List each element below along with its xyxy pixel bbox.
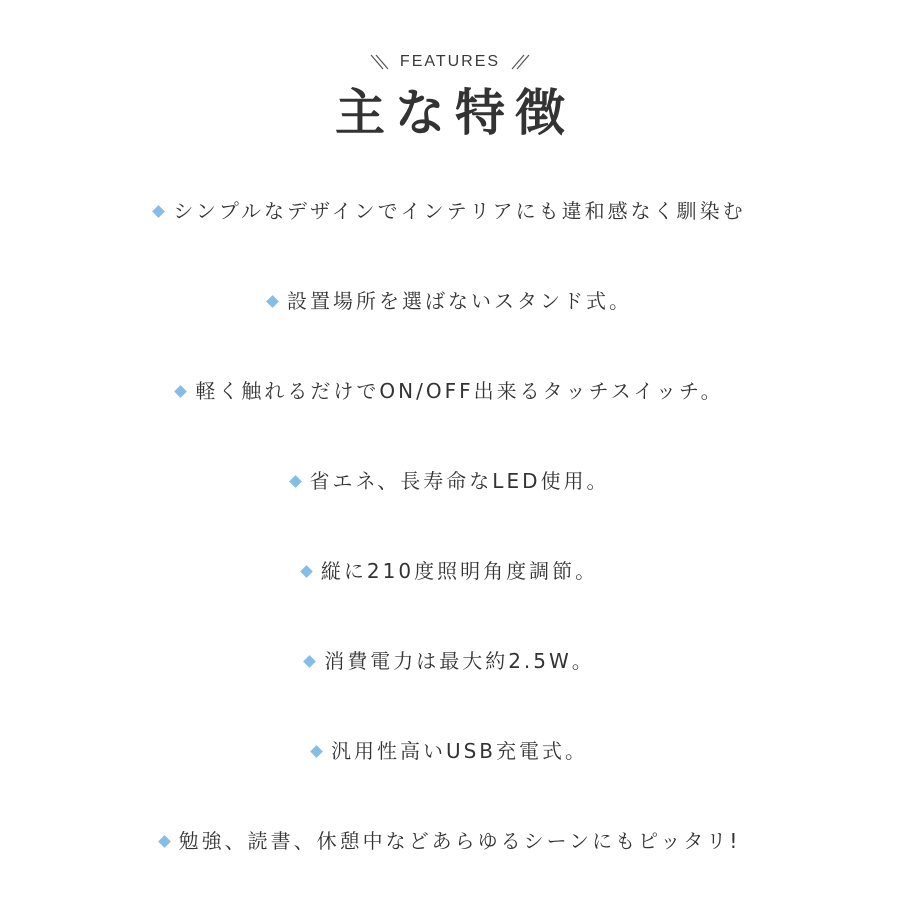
eyebrow-label: FEATURES [399, 53, 501, 70]
feature-text: 軽く触れるだけでON/OFF出来るタッチスイッチ。 [195, 379, 724, 403]
feature-item [0, 454, 900, 544]
backslash-decoration-icon [368, 51, 390, 73]
diamond-bullet-icon [175, 385, 188, 398]
feature-item [0, 544, 900, 634]
feature-text: 縦に210度照明角度調節。 [320, 559, 599, 583]
diamond-bullet-icon [300, 565, 313, 578]
feature-text: 設置場所を選ばないスタンド式。 [287, 289, 632, 313]
feature-item [0, 274, 900, 364]
diamond-bullet-icon [158, 835, 171, 848]
feature-text: 消費電力は最大約2.5W。 [324, 649, 595, 673]
slash-decoration-icon [510, 51, 532, 73]
page-title: 主な特徴 [335, 84, 575, 142]
feature-text: 汎用性高いUSB充電式。 [330, 739, 589, 763]
feature-item [0, 364, 900, 454]
feature-text: 省エネ、長寿命なLED使用。 [309, 469, 610, 493]
feature-item [0, 724, 900, 814]
diamond-bullet-icon [310, 745, 323, 758]
feature-list [0, 184, 900, 904]
feature-item [0, 634, 900, 724]
feature-item [0, 184, 900, 274]
diamond-bullet-icon [152, 205, 165, 218]
feature-text: 勉強、読書、休憩中などあらゆるシーンにもピッタリ! [178, 829, 741, 853]
feature-text: シンプルなデザインでインテリアにも違和感なく馴染む [173, 199, 746, 223]
diamond-bullet-icon [289, 475, 302, 488]
diamond-bullet-icon [266, 295, 279, 308]
diamond-bullet-icon [303, 655, 316, 668]
feature-item [0, 814, 900, 904]
section-eyebrow [0, 48, 900, 76]
